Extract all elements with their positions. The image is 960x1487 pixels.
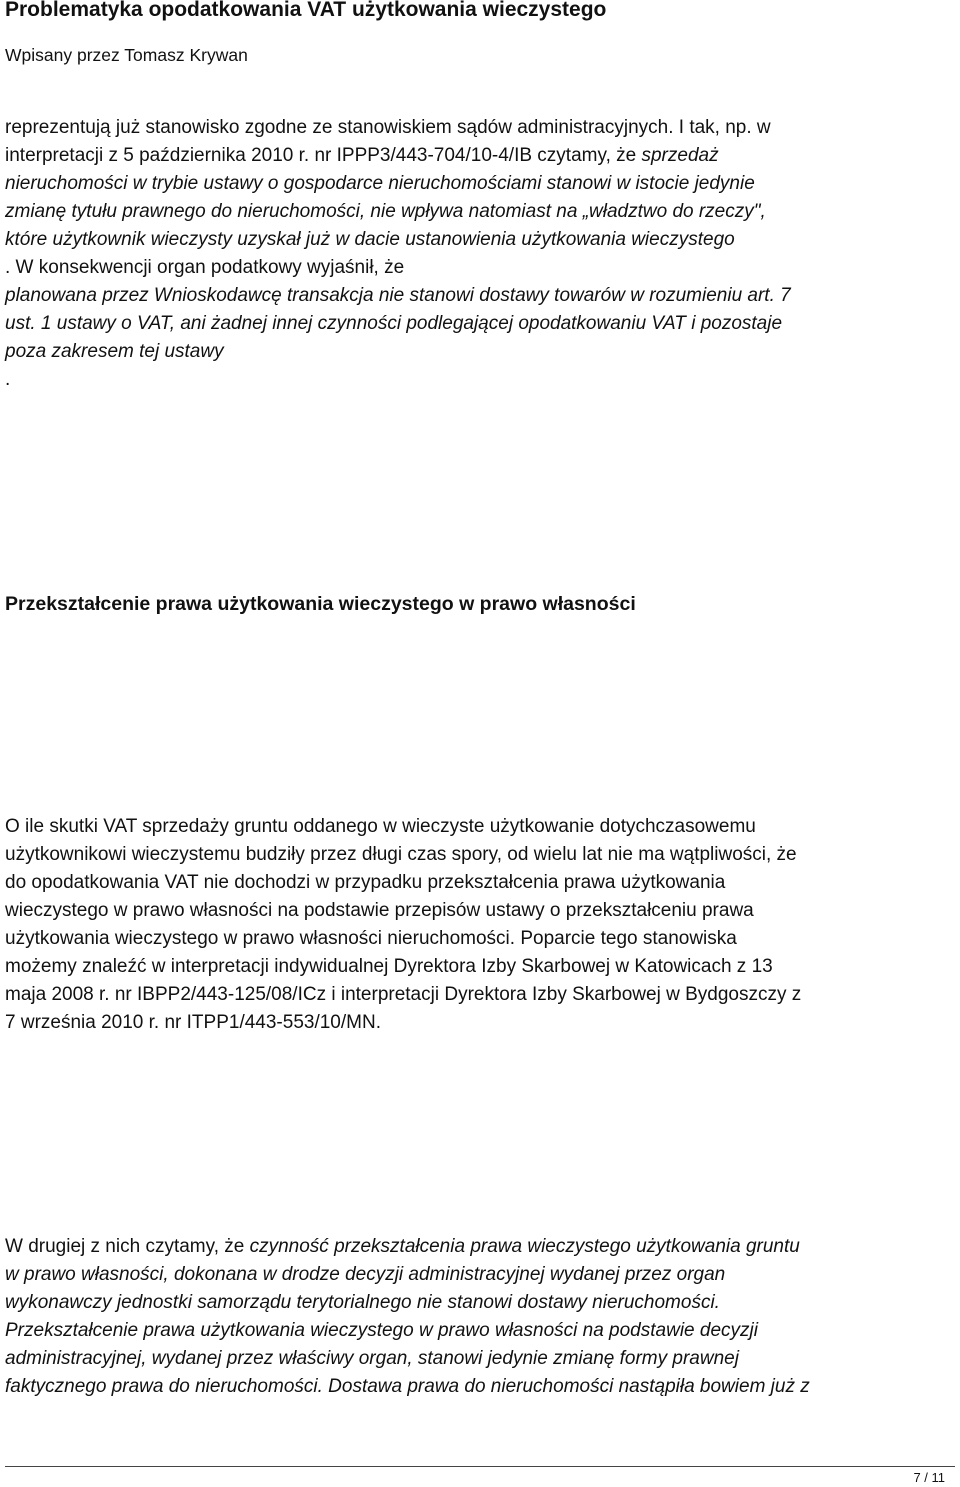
text-line: administracyjnej, wydanej przez właściwy organ, stanowi jedynie zmianę formy prawnej xyxy=(5,1348,739,1369)
text-line: maja 2008 r. nr IBPP2/443-125/08/ICz i interpretacji Dyrektora Izby Skarbowej w Bydgoszczy z xyxy=(5,984,802,1005)
text-line: . W konsekwencji organ podatkowy wyjaśnił, że xyxy=(5,257,405,278)
text-line: poza zakresem tej ustawy xyxy=(5,341,224,362)
text-line: Przekształcenie prawa użytkowania wieczystego w prawo własności na podstawie decyzji xyxy=(5,1320,758,1341)
text-line: do opodatkowania VAT nie dochodzi w przypadku przekształcenia prawa użytkowania xyxy=(5,872,726,893)
text-line xyxy=(5,1233,955,1261)
page-title: Problematyka opodatkowania VAT użytkowania wieczystego xyxy=(5,0,607,21)
text-line: reprezentują już stanowisko zgodne ze stanowiskiem sądów administracyjnych. I tak, np. w xyxy=(5,117,771,138)
section-heading: Przekształcenie prawa użytkowania wieczystego w prawo własności xyxy=(5,593,636,615)
text-line: zmianę tytułu prawnego do nieruchomości, nie wpływa natomiast na „władztwo do rzeczy", xyxy=(5,201,766,222)
text-line-regular: interpretacji z 5 października 2010 r. nr IPPP3/443-704/10-4/IB czytamy, że xyxy=(5,145,642,166)
text-line: nieruchomości w trybie ustawy o gospodarce nieruchomościami stanowi w istocie jedynie xyxy=(5,173,755,194)
text-line: wykonawczy jednostki samorządu terytorialnego nie stanowi dostawy nieruchomości. xyxy=(5,1292,720,1313)
text-line: użytkownikowi wieczystemu budziły przez długi czas spory, od wielu lat nie ma wątpliwości, że xyxy=(5,844,797,865)
text-line: . xyxy=(5,369,11,390)
text-line: 7 września 2010 r. nr ITPP1/443-553/10/MN. xyxy=(5,1012,381,1033)
text-line: faktycznego prawa do nieruchomości. Dostawa prawa do nieruchomości nastąpiła bowiem już z xyxy=(5,1376,810,1397)
text-line: planowana przez Wnioskodawcę transakcja nie stanowi dostawy towarów w rozumieniu art. 7 xyxy=(5,285,791,306)
text-line: które użytkownik wieczysty uzyskał już w dacie ustanowienia użytkowania wieczystego xyxy=(5,229,735,250)
text-line: wieczystego w prawo własności na podstawie przepisów ustawy o przekształceniu prawa xyxy=(5,900,754,921)
page-number: 7 / 11 xyxy=(913,1470,945,1485)
text-line-italic: czynność przekształcenia prawa wieczystego użytkowania gruntu xyxy=(249,1236,800,1257)
text-line: w prawo własności, dokonana w drodze decyzji administracyjnej wydanej przez organ xyxy=(5,1264,726,1285)
footer-divider xyxy=(5,1466,955,1467)
author-line: Wpisany przez Tomasz Krywan xyxy=(5,45,248,65)
text-line-regular: W drugiej z nich czytamy, że xyxy=(5,1236,250,1257)
text-line xyxy=(5,142,955,170)
text-line: użytkowania wieczystego w prawo własności nieruchomości. Poparcie tego stanowiska xyxy=(5,928,737,949)
text-line: ust. 1 ustawy o VAT, ani żadnej innej czynności podlegającej opodatkowaniu VAT i pozostaje xyxy=(5,313,783,334)
text-line: możemy znaleźć w interpretacji indywidualnej Dyrektora Izby Skarbowej w Katowicach z 13 xyxy=(5,956,773,977)
paragraph-transformation xyxy=(5,813,955,1037)
text-line: O ile skutki VAT sprzedaży gruntu oddanego w wieczyste użytkowanie dotychczasowemu xyxy=(5,816,756,837)
text-line-italic: sprzedaż xyxy=(641,145,719,166)
paragraph-second-interpretation xyxy=(5,1233,955,1401)
paragraph-interpretation-quote xyxy=(5,114,955,394)
